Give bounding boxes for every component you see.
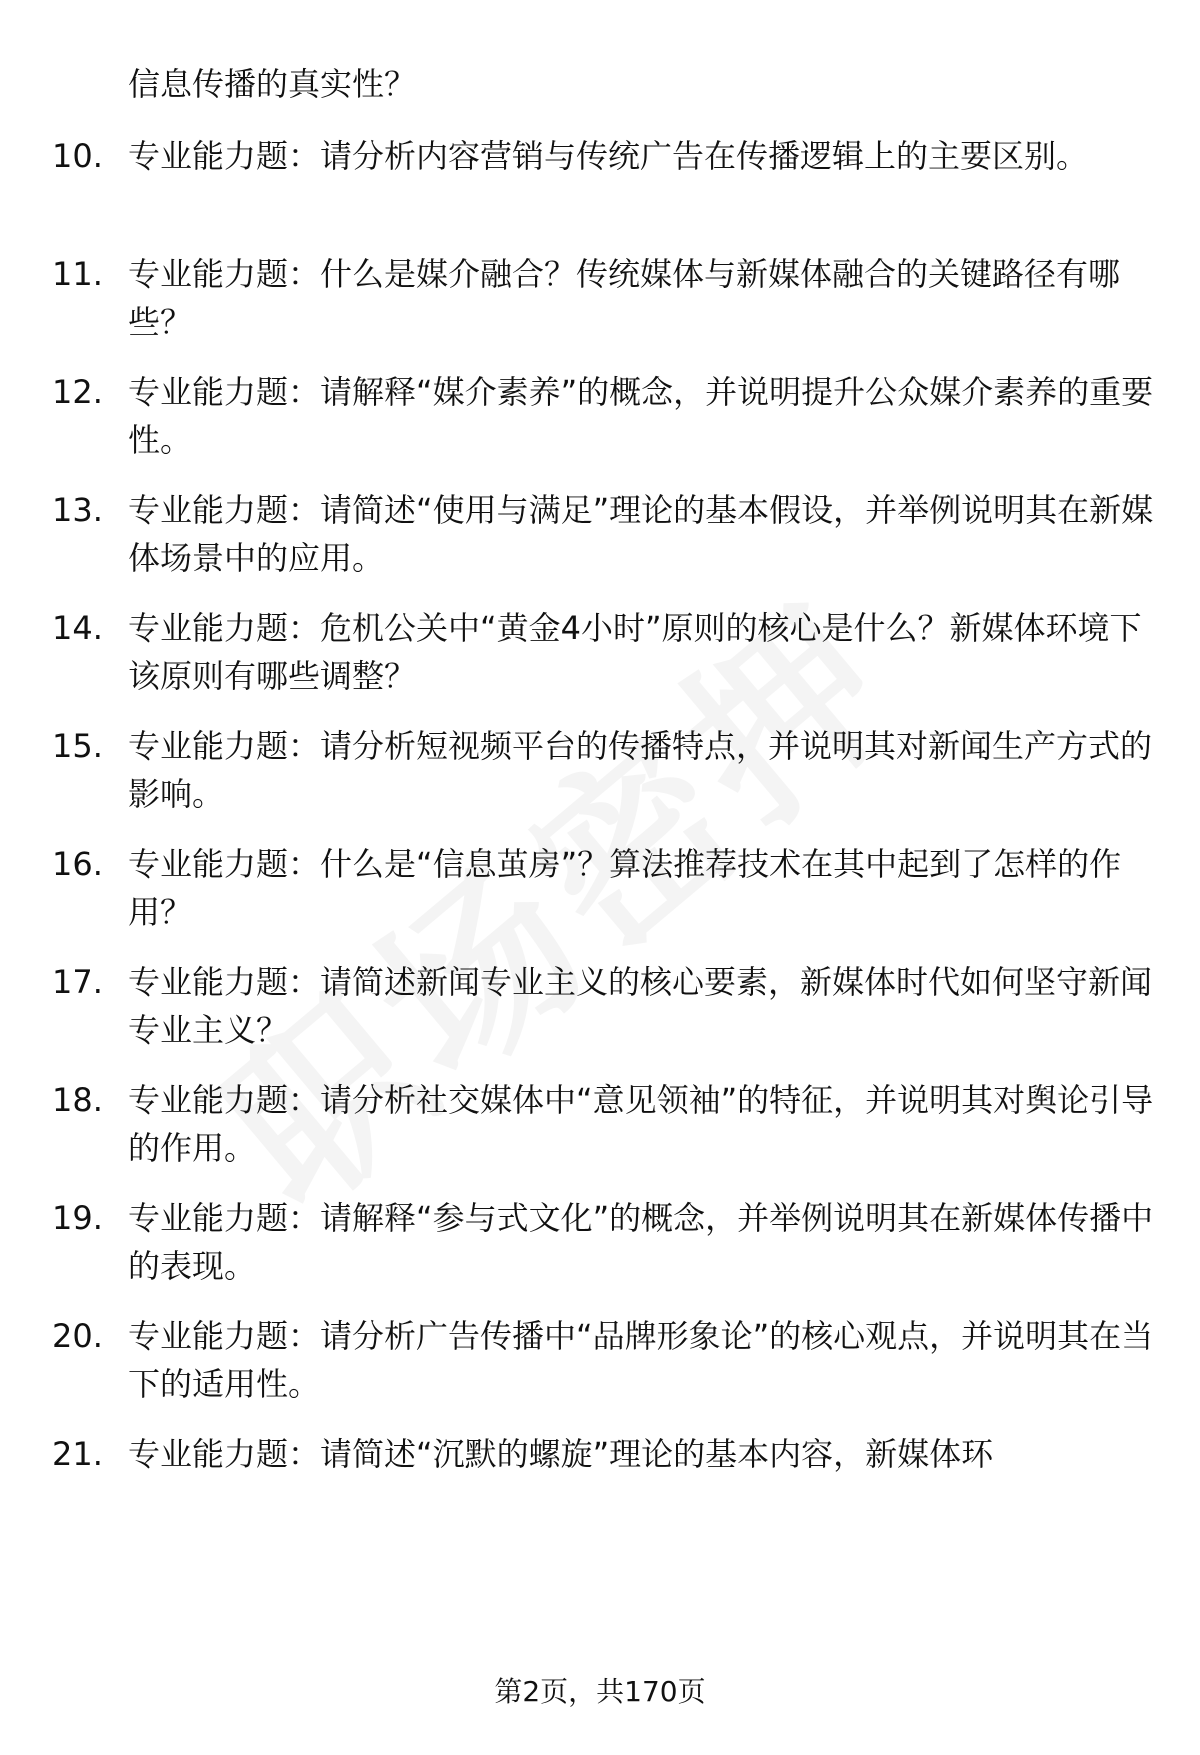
question-text: 专业能力题：请分析短视频平台的传播特点，并说明其对新闻生产方式的影响。 xyxy=(128,727,1153,813)
page-footer: 第2页，共170页 xyxy=(494,1675,706,1708)
question-text: 专业能力题：请解释“参与式文化”的概念，并举例说明其在新媒体传播中的表现。 xyxy=(128,1199,1154,1285)
question-text: 专业能力题：危机公关中“黄金4小时”原则的核心是什么？新媒体环境下该原则有哪些调整？ xyxy=(128,609,1142,695)
question-number: 10. xyxy=(52,137,103,175)
question-number: 19. xyxy=(52,1199,103,1237)
question-text: 专业能力题：什么是“信息茧房”？算法推荐技术在其中起到了怎样的作用？ xyxy=(128,845,1122,931)
question-number: 11. xyxy=(52,255,103,293)
question-number: 18. xyxy=(52,1081,103,1119)
question-text: 专业能力题：请简述“使用与满足”理论的基本假设，并举例说明其在新媒体场景中的应用。 xyxy=(128,491,1154,577)
question-number: 21. xyxy=(52,1435,103,1473)
question-number: 20. xyxy=(52,1317,103,1355)
question-text: 专业能力题：请分析社交媒体中“意见领袖”的特征，并说明其对舆论引导的作用。 xyxy=(128,1081,1154,1167)
question-text: 专业能力题：请简述新闻专业主义的核心要素，新媒体时代如何坚守新闻专业主义？ xyxy=(128,963,1153,1049)
question-number: 13. xyxy=(52,491,103,529)
question-text: 专业能力题：什么是媒介融合？传统媒体与新媒体融合的关键路径有哪些？ xyxy=(128,255,1121,341)
question-number: 17. xyxy=(52,963,103,1001)
question-text: 专业能力题：请解释“媒介素养”的概念，并说明提升公众媒介素养的重要性。 xyxy=(128,373,1154,459)
question-number: 14. xyxy=(52,609,103,647)
question-text: 专业能力题：请分析广告传播中“品牌形象论”的核心观点，并说明其在当下的适用性。 xyxy=(128,1317,1154,1403)
question-text: 专业能力题：请分析内容营销与传统广告在传播逻辑上的主要区别。 xyxy=(128,137,1089,175)
question-text: 专业能力题：请简述“沉默的螺旋”理论的基本内容，新媒体环 xyxy=(128,1435,994,1473)
question-number: 15. xyxy=(52,727,103,765)
question-number: 16. xyxy=(52,845,103,883)
question-number: 12. xyxy=(52,373,103,411)
continued-text: 信息传播的真实性？ xyxy=(128,65,417,103)
